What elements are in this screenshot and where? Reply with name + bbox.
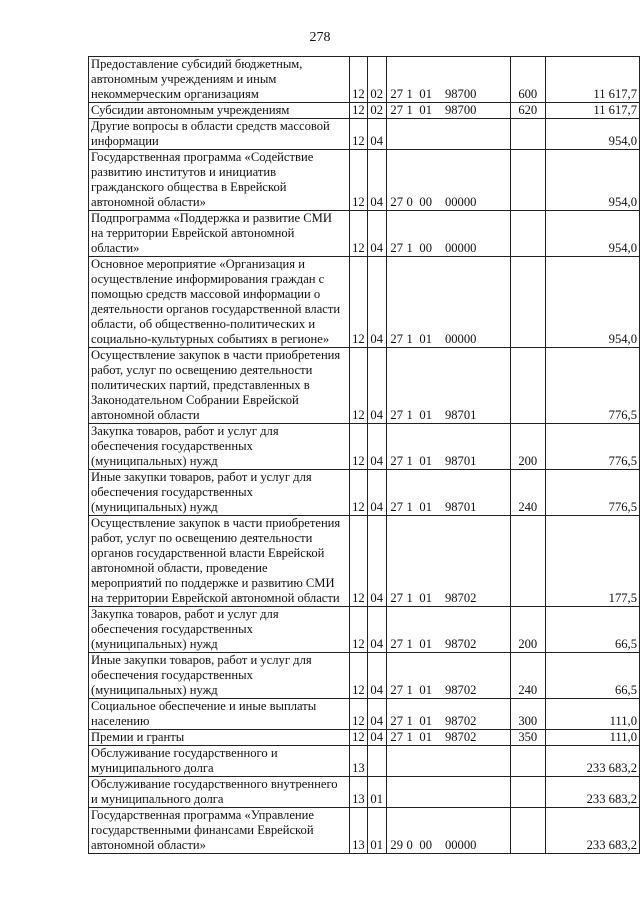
target-code-part: 27 — [390, 637, 403, 651]
section-code: 13 — [350, 808, 368, 854]
amount: 776,5 — [545, 424, 639, 470]
amount: 111,0 — [545, 699, 639, 730]
section-code: 12 — [350, 348, 368, 424]
target-code-part: 27 — [390, 332, 403, 346]
row-name: Обслуживание государственного внутреннего и муниципального долга — [89, 777, 350, 808]
budget-table — [88, 56, 640, 854]
row-name: Иные закупки товаров, работ и услуг для обеспечения государственных (муниципальных) нужд — [89, 653, 350, 699]
table-row — [89, 808, 640, 854]
expense-type-code: 600 — [510, 57, 545, 103]
target-code-part: 27 — [390, 454, 403, 468]
target-code-part: 29 — [390, 838, 403, 852]
target-code-part: 1 — [406, 637, 413, 651]
amount: 11 617,7 — [545, 103, 639, 119]
row-name: Закупка товаров, работ и услуг для обеспечения государственных (муниципальных) нужд — [89, 607, 350, 653]
target-article-code — [386, 730, 510, 746]
target-code-part: 98702 — [444, 683, 477, 697]
table-row — [89, 257, 640, 348]
amount: 233 683,2 — [545, 808, 639, 854]
target-article-code — [386, 57, 510, 103]
subsection-code: 04 — [367, 516, 386, 607]
target-code-part: 98701 — [444, 408, 477, 422]
table-row — [89, 777, 640, 808]
expense-type-code — [510, 348, 545, 424]
target-code-part: 98701 — [444, 454, 477, 468]
row-name: Основное мероприятие «Организация и осуществление информирования граждан с помощью средств массовой информации о деятельности органов государственной власти области, об общественно-политических и социально-культурных событиях в регионе» — [89, 257, 350, 348]
section-code: 12 — [350, 119, 368, 150]
target-article-code — [386, 516, 510, 607]
target-code-part: 1 — [406, 500, 413, 514]
subsection-code: 02 — [367, 103, 386, 119]
target-code-part: 27 — [390, 591, 403, 605]
target-code-part: 1 — [406, 730, 413, 744]
expense-type-code: 200 — [510, 607, 545, 653]
table-row — [89, 119, 640, 150]
target-code-part: 98700 — [444, 103, 477, 117]
target-code-part: 01 — [419, 103, 432, 117]
section-code: 12 — [350, 150, 368, 211]
expense-type-code: 240 — [510, 470, 545, 516]
target-code-part: 98702 — [444, 730, 477, 744]
target-code-part: 1 — [406, 103, 413, 117]
target-article-code — [386, 348, 510, 424]
target-code-part: 27 — [390, 103, 403, 117]
amount: 11 617,7 — [545, 57, 639, 103]
section-code: 13 — [350, 777, 368, 808]
amount: 66,5 — [545, 653, 639, 699]
subsection-code: 04 — [367, 470, 386, 516]
target-article-code — [386, 211, 510, 257]
row-name: Государственная программа «Управление государственными финансами Еврейской автономной области» — [89, 808, 350, 854]
target-code-part: 01 — [419, 87, 432, 101]
target-article-code — [386, 653, 510, 699]
amount: 954,0 — [545, 257, 639, 348]
subsection-code: 01 — [367, 808, 386, 854]
table-row — [89, 150, 640, 211]
section-code: 12 — [350, 103, 368, 119]
subsection-code: 04 — [367, 119, 386, 150]
target-article-code — [386, 607, 510, 653]
target-code-part: 01 — [419, 637, 432, 651]
row-name: Другие вопросы в области средств массовой информации — [89, 119, 350, 150]
expense-type-code: 620 — [510, 103, 545, 119]
target-code-part: 1 — [406, 408, 413, 422]
subsection-code: 04 — [367, 348, 386, 424]
row-name: Предоставление субсидий бюджетным, автономным учреждениям и иным некоммерческим организациям — [89, 57, 350, 103]
subsection-code: 04 — [367, 653, 386, 699]
expense-type-code: 200 — [510, 424, 545, 470]
target-code-part: 01 — [419, 408, 432, 422]
subsection-code: 04 — [367, 699, 386, 730]
subsection-code — [367, 746, 386, 777]
expense-type-code: 240 — [510, 653, 545, 699]
target-code-part: 01 — [419, 591, 432, 605]
section-code: 12 — [350, 730, 368, 746]
section-code: 12 — [350, 607, 368, 653]
table-row — [89, 470, 640, 516]
section-code: 13 — [350, 746, 368, 777]
row-name: Осуществление закупок в части приобретения работ, услуг по освещению деятельности политических партий, представленных в Законодательном Собрании Еврейской автономной области — [89, 348, 350, 424]
target-code-part: 27 — [390, 87, 403, 101]
target-code-part: 98702 — [444, 591, 477, 605]
target-code-part: 98700 — [444, 87, 477, 101]
target-code-part: 00000 — [444, 241, 477, 255]
target-code-part: 0 — [406, 195, 413, 209]
row-name: Государственная программа «Содействие развитию институтов и инициатив гражданского общества в Еврейской автономной области» — [89, 150, 350, 211]
row-name: Осуществление закупок в части приобретения работ, услуг по освещению деятельности органов государственной власти Еврейской автономной области, проведение мероприятий по поддержке и развитию СМИ на территории Еврейской автономной области — [89, 516, 350, 607]
target-code-part: 1 — [406, 683, 413, 697]
subsection-code: 04 — [367, 424, 386, 470]
target-code-part: 98702 — [444, 637, 477, 651]
target-code-part: 00000 — [444, 332, 477, 346]
amount: 177,5 — [545, 516, 639, 607]
row-name: Социальное обеспечение и иные выплаты населению — [89, 699, 350, 730]
amount: 66,5 — [545, 607, 639, 653]
table-row — [89, 103, 640, 119]
amount: 954,0 — [545, 119, 639, 150]
target-article-code — [386, 119, 510, 150]
table-row — [89, 211, 640, 257]
target-code-part: 00000 — [444, 195, 477, 209]
amount: 776,5 — [545, 348, 639, 424]
target-article-code — [386, 103, 510, 119]
amount: 233 683,2 — [545, 746, 639, 777]
target-code-part: 27 — [390, 730, 403, 744]
target-article-code — [386, 150, 510, 211]
table-row — [89, 516, 640, 607]
amount: 233 683,2 — [545, 777, 639, 808]
target-article-code — [386, 470, 510, 516]
table-row — [89, 57, 640, 103]
subsection-code: 04 — [367, 730, 386, 746]
amount: 954,0 — [545, 150, 639, 211]
expense-type-code — [510, 746, 545, 777]
target-code-part: 98702 — [444, 714, 477, 728]
target-code-part: 01 — [419, 454, 432, 468]
page-number: 278 — [309, 30, 331, 45]
subsection-code: 01 — [367, 777, 386, 808]
target-article-code — [386, 808, 510, 854]
target-code-part: 1 — [406, 241, 413, 255]
target-code-part: 01 — [419, 500, 432, 514]
target-code-part: 1 — [406, 87, 413, 101]
target-code-part: 1 — [406, 332, 413, 346]
target-code-part: 27 — [390, 714, 403, 728]
row-name: Субсидии автономным учреждениям — [89, 103, 350, 119]
expense-type-code: 350 — [510, 730, 545, 746]
expense-type-code — [510, 257, 545, 348]
row-name: Обслуживание государственного и муниципального долга — [89, 746, 350, 777]
target-code-part: 00 — [419, 195, 432, 209]
subsection-code: 02 — [367, 57, 386, 103]
target-code-part: 1 — [406, 714, 413, 728]
expense-type-code: 300 — [510, 699, 545, 730]
subsection-code: 04 — [367, 257, 386, 348]
target-code-part: 0 — [406, 838, 413, 852]
target-article-code — [386, 777, 510, 808]
expense-type-code — [510, 150, 545, 211]
section-code: 12 — [350, 516, 368, 607]
expense-type-code — [510, 211, 545, 257]
section-code: 12 — [350, 424, 368, 470]
row-name: Иные закупки товаров, работ и услуг для обеспечения государственных (муниципальных) нужд — [89, 470, 350, 516]
target-code-part: 00 — [419, 838, 432, 852]
section-code: 12 — [350, 57, 368, 103]
expense-type-code — [510, 516, 545, 607]
expense-type-code — [510, 808, 545, 854]
target-code-part: 01 — [419, 332, 432, 346]
target-code-part: 27 — [390, 500, 403, 514]
table-row — [89, 424, 640, 470]
row-name: Закупка товаров, работ и услуг для обеспечения государственных (муниципальных) нужд — [89, 424, 350, 470]
target-code-part: 27 — [390, 408, 403, 422]
target-code-part: 00 — [419, 241, 432, 255]
target-article-code — [386, 746, 510, 777]
row-name: Премии и гранты — [89, 730, 350, 746]
target-code-part: 27 — [390, 195, 403, 209]
target-article-code — [386, 699, 510, 730]
target-code-part: 00000 — [444, 838, 477, 852]
section-code: 12 — [350, 257, 368, 348]
target-code-part: 01 — [419, 730, 432, 744]
target-code-part: 27 — [390, 683, 403, 697]
table-row — [89, 730, 640, 746]
amount: 111,0 — [545, 730, 639, 746]
section-code: 12 — [350, 699, 368, 730]
target-code-part: 1 — [406, 454, 413, 468]
section-code: 12 — [350, 470, 368, 516]
table-row — [89, 348, 640, 424]
target-code-part: 1 — [406, 591, 413, 605]
subsection-code: 04 — [367, 607, 386, 653]
section-code: 12 — [350, 211, 368, 257]
expense-type-code — [510, 119, 545, 150]
target-code-part: 01 — [419, 683, 432, 697]
row-name: Подпрограмма «Поддержка и развитие СМИ на территории Еврейской автономной области» — [89, 211, 350, 257]
section-code: 12 — [350, 653, 368, 699]
amount: 954,0 — [545, 211, 639, 257]
target-code-part: 98701 — [444, 500, 477, 514]
table-row — [89, 653, 640, 699]
table-row — [89, 746, 640, 777]
target-article-code — [386, 424, 510, 470]
table-row — [89, 607, 640, 653]
target-code-part: 01 — [419, 714, 432, 728]
subsection-code: 04 — [367, 211, 386, 257]
table-row — [89, 699, 640, 730]
target-code-part: 27 — [390, 241, 403, 255]
expense-type-code — [510, 777, 545, 808]
target-article-code — [386, 257, 510, 348]
amount: 776,5 — [545, 470, 639, 516]
subsection-code: 04 — [367, 150, 386, 211]
